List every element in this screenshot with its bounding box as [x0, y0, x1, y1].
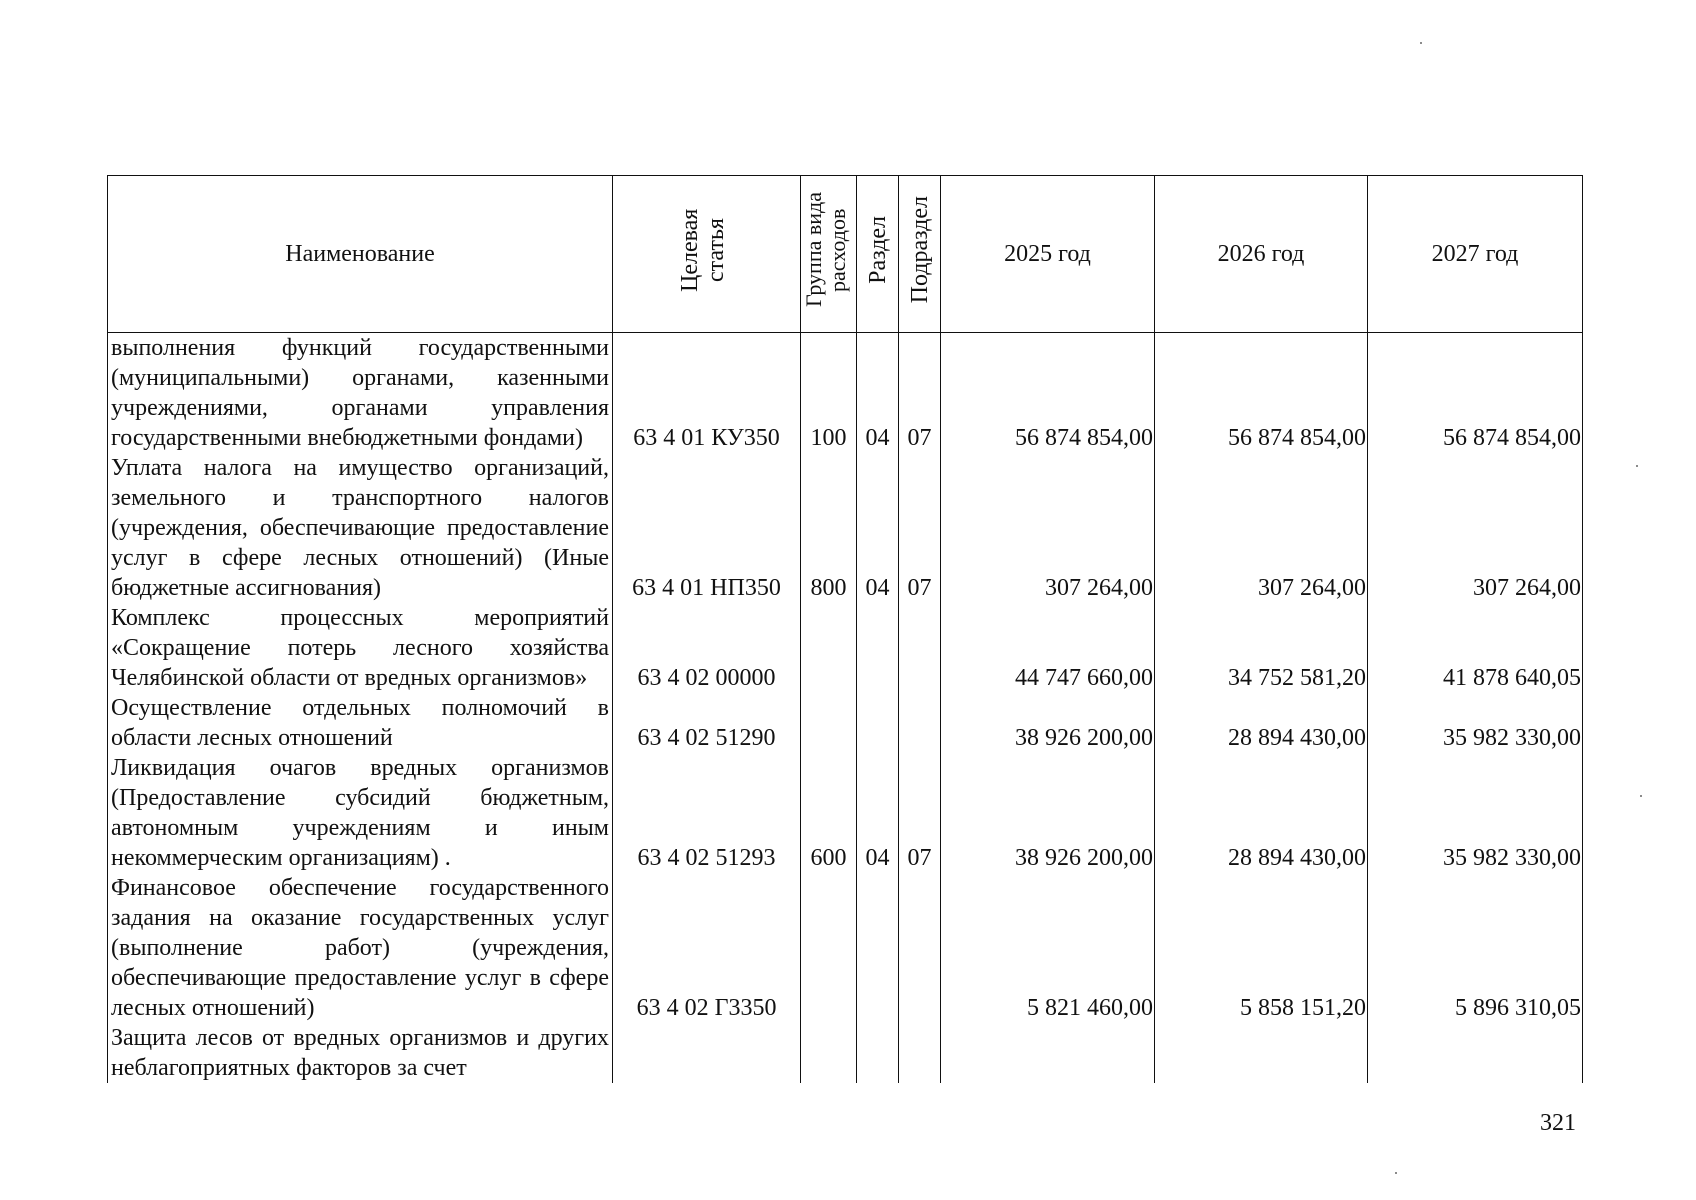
row-2025: 307 264,00 — [941, 453, 1155, 603]
row-2026: 307 264,00 — [1155, 453, 1368, 603]
row-2025 — [941, 1023, 1155, 1083]
page-number: 321 — [1540, 1110, 1576, 1136]
header-year-2027: 2027 год — [1368, 176, 1583, 333]
row-name: Уплата налога на имущество организаций, земельного и транспортного налогов (учреждения, обеспечивающие предоставление услуг в сфере лесных отношений) (Иные бюджетные ассигнования) — [108, 453, 613, 603]
table-row — [108, 693, 1583, 753]
header-year-2025: 2025 год — [941, 176, 1155, 333]
table-row — [108, 333, 1583, 454]
row-subsection: 07 — [899, 753, 941, 873]
header-target-article: Целевая статья — [613, 176, 801, 333]
row-name: Комплекс процессных мероприятий «Сокращение потерь лесного хозяйства Челябинской области от вредных организмов» — [108, 603, 613, 693]
row-code: 63 4 02 Г3350 — [613, 873, 801, 1023]
row-section — [857, 693, 899, 753]
row-subsection — [899, 603, 941, 693]
row-code — [613, 1023, 801, 1083]
header-name: Наименование — [108, 176, 613, 333]
row-code: 63 4 01 КУ350 — [613, 333, 801, 454]
row-section — [857, 603, 899, 693]
row-code: 63 4 02 51290 — [613, 693, 801, 753]
header-expense-group: Группа вида расходов — [801, 176, 857, 333]
row-group — [801, 1023, 857, 1083]
row-2026: 34 752 581,20 — [1155, 603, 1368, 693]
row-subsection: 07 — [899, 333, 941, 454]
row-name: Защита лесов от вредных организмов и других неблагоприятных факторов за счет — [108, 1023, 613, 1083]
row-group: 800 — [801, 453, 857, 603]
budget-table — [107, 175, 1583, 1083]
table-row — [108, 453, 1583, 603]
row-2026: 28 894 430,00 — [1155, 753, 1368, 873]
row-name: Ликвидация очагов вредных организмов (Предоставление субсидий бюджетным, автономным учреждениям и иным некоммерческим организациям) . — [108, 753, 613, 873]
scan-speck — [1640, 795, 1642, 797]
header-section: Раздел — [857, 176, 899, 333]
row-2026 — [1155, 1023, 1368, 1083]
table-row — [108, 753, 1583, 873]
row-code: 63 4 02 51293 — [613, 753, 801, 873]
header-subsection: Подраздел — [899, 176, 941, 333]
table-header-row — [108, 176, 1583, 333]
table-row — [108, 1023, 1583, 1083]
row-group — [801, 693, 857, 753]
row-group — [801, 603, 857, 693]
row-2026: 56 874 854,00 — [1155, 333, 1368, 454]
row-section — [857, 873, 899, 1023]
row-2027 — [1368, 1023, 1583, 1083]
row-2025: 38 926 200,00 — [941, 693, 1155, 753]
row-2025: 5 821 460,00 — [941, 873, 1155, 1023]
row-subsection: 07 — [899, 453, 941, 603]
row-2027: 56 874 854,00 — [1368, 333, 1583, 454]
row-2025: 56 874 854,00 — [941, 333, 1155, 454]
row-2027: 5 896 310,05 — [1368, 873, 1583, 1023]
row-2027: 41 878 640,05 — [1368, 603, 1583, 693]
row-group: 100 — [801, 333, 857, 454]
row-2026: 28 894 430,00 — [1155, 693, 1368, 753]
header-year-2026: 2026 год — [1155, 176, 1368, 333]
scan-speck — [1636, 465, 1638, 467]
row-2026: 5 858 151,20 — [1155, 873, 1368, 1023]
scan-speck — [1395, 1172, 1397, 1174]
row-section: 04 — [857, 333, 899, 454]
row-section: 04 — [857, 753, 899, 873]
row-name: выполнения функций государственными (муниципальными) органами, казенными учреждениями, органами управления государственными внебюджетными фондами) — [108, 333, 613, 454]
row-section: 04 — [857, 453, 899, 603]
row-subsection — [899, 1023, 941, 1083]
row-name: Осуществление отдельных полномочий в области лесных отношений — [108, 693, 613, 753]
row-code: 63 4 01 НП350 — [613, 453, 801, 603]
row-group: 600 — [801, 753, 857, 873]
table-row — [108, 873, 1583, 1023]
row-subsection — [899, 693, 941, 753]
row-2027: 35 982 330,00 — [1368, 693, 1583, 753]
row-subsection — [899, 873, 941, 1023]
row-code: 63 4 02 00000 — [613, 603, 801, 693]
row-name: Финансовое обеспечение государственного задания на оказание государственных услуг (выполнение работ) (учреждения, обеспечивающие предоставление услуг в сфере лесных отношений) — [108, 873, 613, 1023]
table-row — [108, 603, 1583, 693]
row-section — [857, 1023, 899, 1083]
row-2025: 44 747 660,00 — [941, 603, 1155, 693]
scan-speck — [1420, 42, 1422, 44]
row-2027: 35 982 330,00 — [1368, 753, 1583, 873]
row-2027: 307 264,00 — [1368, 453, 1583, 603]
row-2025: 38 926 200,00 — [941, 753, 1155, 873]
row-group — [801, 873, 857, 1023]
